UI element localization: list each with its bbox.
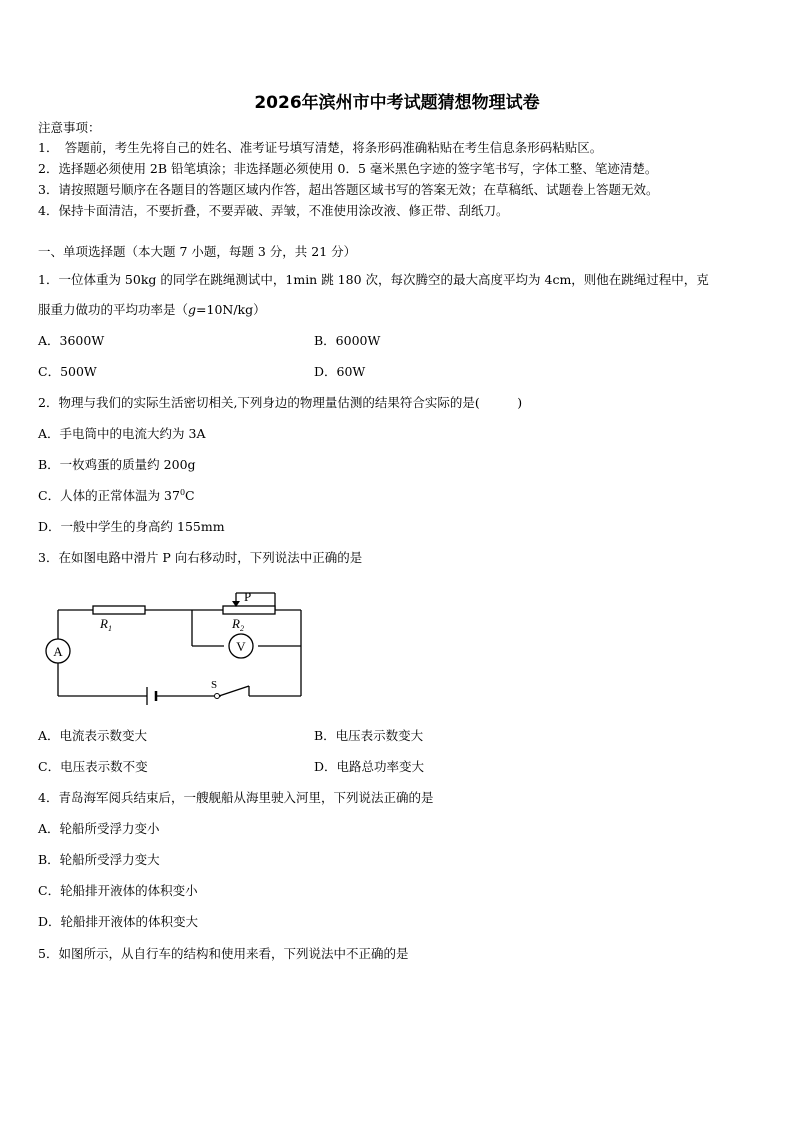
question-3-stem: 3．在如图电路中滑片 P 向右移动时，下列说法中正确的是 xyxy=(38,550,363,565)
q1-g-symbol: g xyxy=(188,302,197,317)
q1-option-d: D．60W xyxy=(314,364,366,379)
ammeter-label: A xyxy=(53,644,63,659)
notice-item-3: 3．请按照题号顺序在各题目的答题区域内作答，超出答题区域书写的答案无效；在草稿纸、试题卷上答题无效。 xyxy=(38,182,659,197)
label-r2: $R_2$ xyxy=(232,616,244,633)
label-r1: $R_1$ xyxy=(100,616,112,633)
q1-option-b: B．6000W xyxy=(314,333,381,348)
q2-c-degree: 0 xyxy=(179,488,186,497)
q1-line2-a: 服重力做功的平均功率是（ xyxy=(38,302,189,317)
q2-option-a: A．手电筒中的电流大约为 3A xyxy=(38,426,206,441)
label-switch: S xyxy=(211,679,218,691)
q4-option-c: C．轮船排开液体的体积变小 xyxy=(38,883,198,898)
q4-option-b: B．轮船所受浮力变大 xyxy=(38,852,160,867)
q3-option-d: D．电路总功率变大 xyxy=(314,759,425,774)
question-1-stem: 1．一位体重为 50kg 的同学在跳绳测试中，1min 跳 180 次，每次腾空的最大高度平均为 4cm，则他在跳绳过程中，克 xyxy=(38,272,709,287)
question-2-stem: 2．物理与我们的实际生活密切相关,下列身边的物理量估测的结果符合实际的是( ) xyxy=(38,395,523,410)
question-4-stem: 4．青岛海军阅兵结束后，一艘舰船从海里驶入河里，下列说法正确的是 xyxy=(38,790,434,805)
q2-c-text: C．人体的正常体温为 37 xyxy=(38,488,180,503)
q2-c-unit: C xyxy=(185,488,195,503)
notice-item-1: 1． 答题前，考生先将自己的姓名、准考证号填写清楚，将条形码准确粘贴在考生信息条形码粘贴区。 xyxy=(38,140,603,155)
q3-option-c: C．电压表示数不变 xyxy=(38,759,148,774)
resistor-r1 xyxy=(93,606,145,614)
q1-option-a: A．3600W xyxy=(38,333,105,348)
notice-item-4: 4．保持卡面清洁，不要折叠，不要弄破、弄皱，不准使用涂改液、修正带、刮纸刀。 xyxy=(38,203,509,218)
section-heading: 一、单项选择题（本大题 7 小题，每题 3 分，共 21 分） xyxy=(38,244,357,259)
q3-option-b: B．电压表示数变大 xyxy=(314,728,424,743)
q4-option-a: A．轮船所受浮力变小 xyxy=(38,821,160,836)
q2-option-b: B．一枚鸡蛋的质量约 200g xyxy=(38,457,196,472)
voltmeter-label: V xyxy=(236,639,246,654)
q2-option-d: D．一般中学生的身高约 155mm xyxy=(38,519,225,534)
q2-option-c xyxy=(38,488,195,506)
circuit-diagram xyxy=(30,582,320,707)
page-title: 2026年滨州市中考试题猜想物理试卷 xyxy=(254,93,540,113)
label-p: P xyxy=(244,589,252,604)
q1-line2-b: =10N/kg） xyxy=(196,302,266,317)
question-5-stem: 5．如图所示，从自行车的结构和使用来看，下列说法中不正确的是 xyxy=(38,946,409,961)
resistor-r2 xyxy=(223,606,275,614)
q1-option-c: C．500W xyxy=(38,364,97,379)
notice-heading: 注意事项： xyxy=(38,120,101,135)
notice-item-2: 2．选择题必须使用 2B 铅笔填涂；非选择题必须使用 0．5 毫米黑色字迹的签字笔书写，字体工整、笔迹清楚。 xyxy=(38,161,658,176)
q4-option-d: D．轮船排开液体的体积变大 xyxy=(38,914,199,929)
q3-option-a: A．电流表示数变大 xyxy=(38,728,148,743)
switch-pivot xyxy=(215,694,220,699)
question-1-stem-cont xyxy=(38,302,266,318)
